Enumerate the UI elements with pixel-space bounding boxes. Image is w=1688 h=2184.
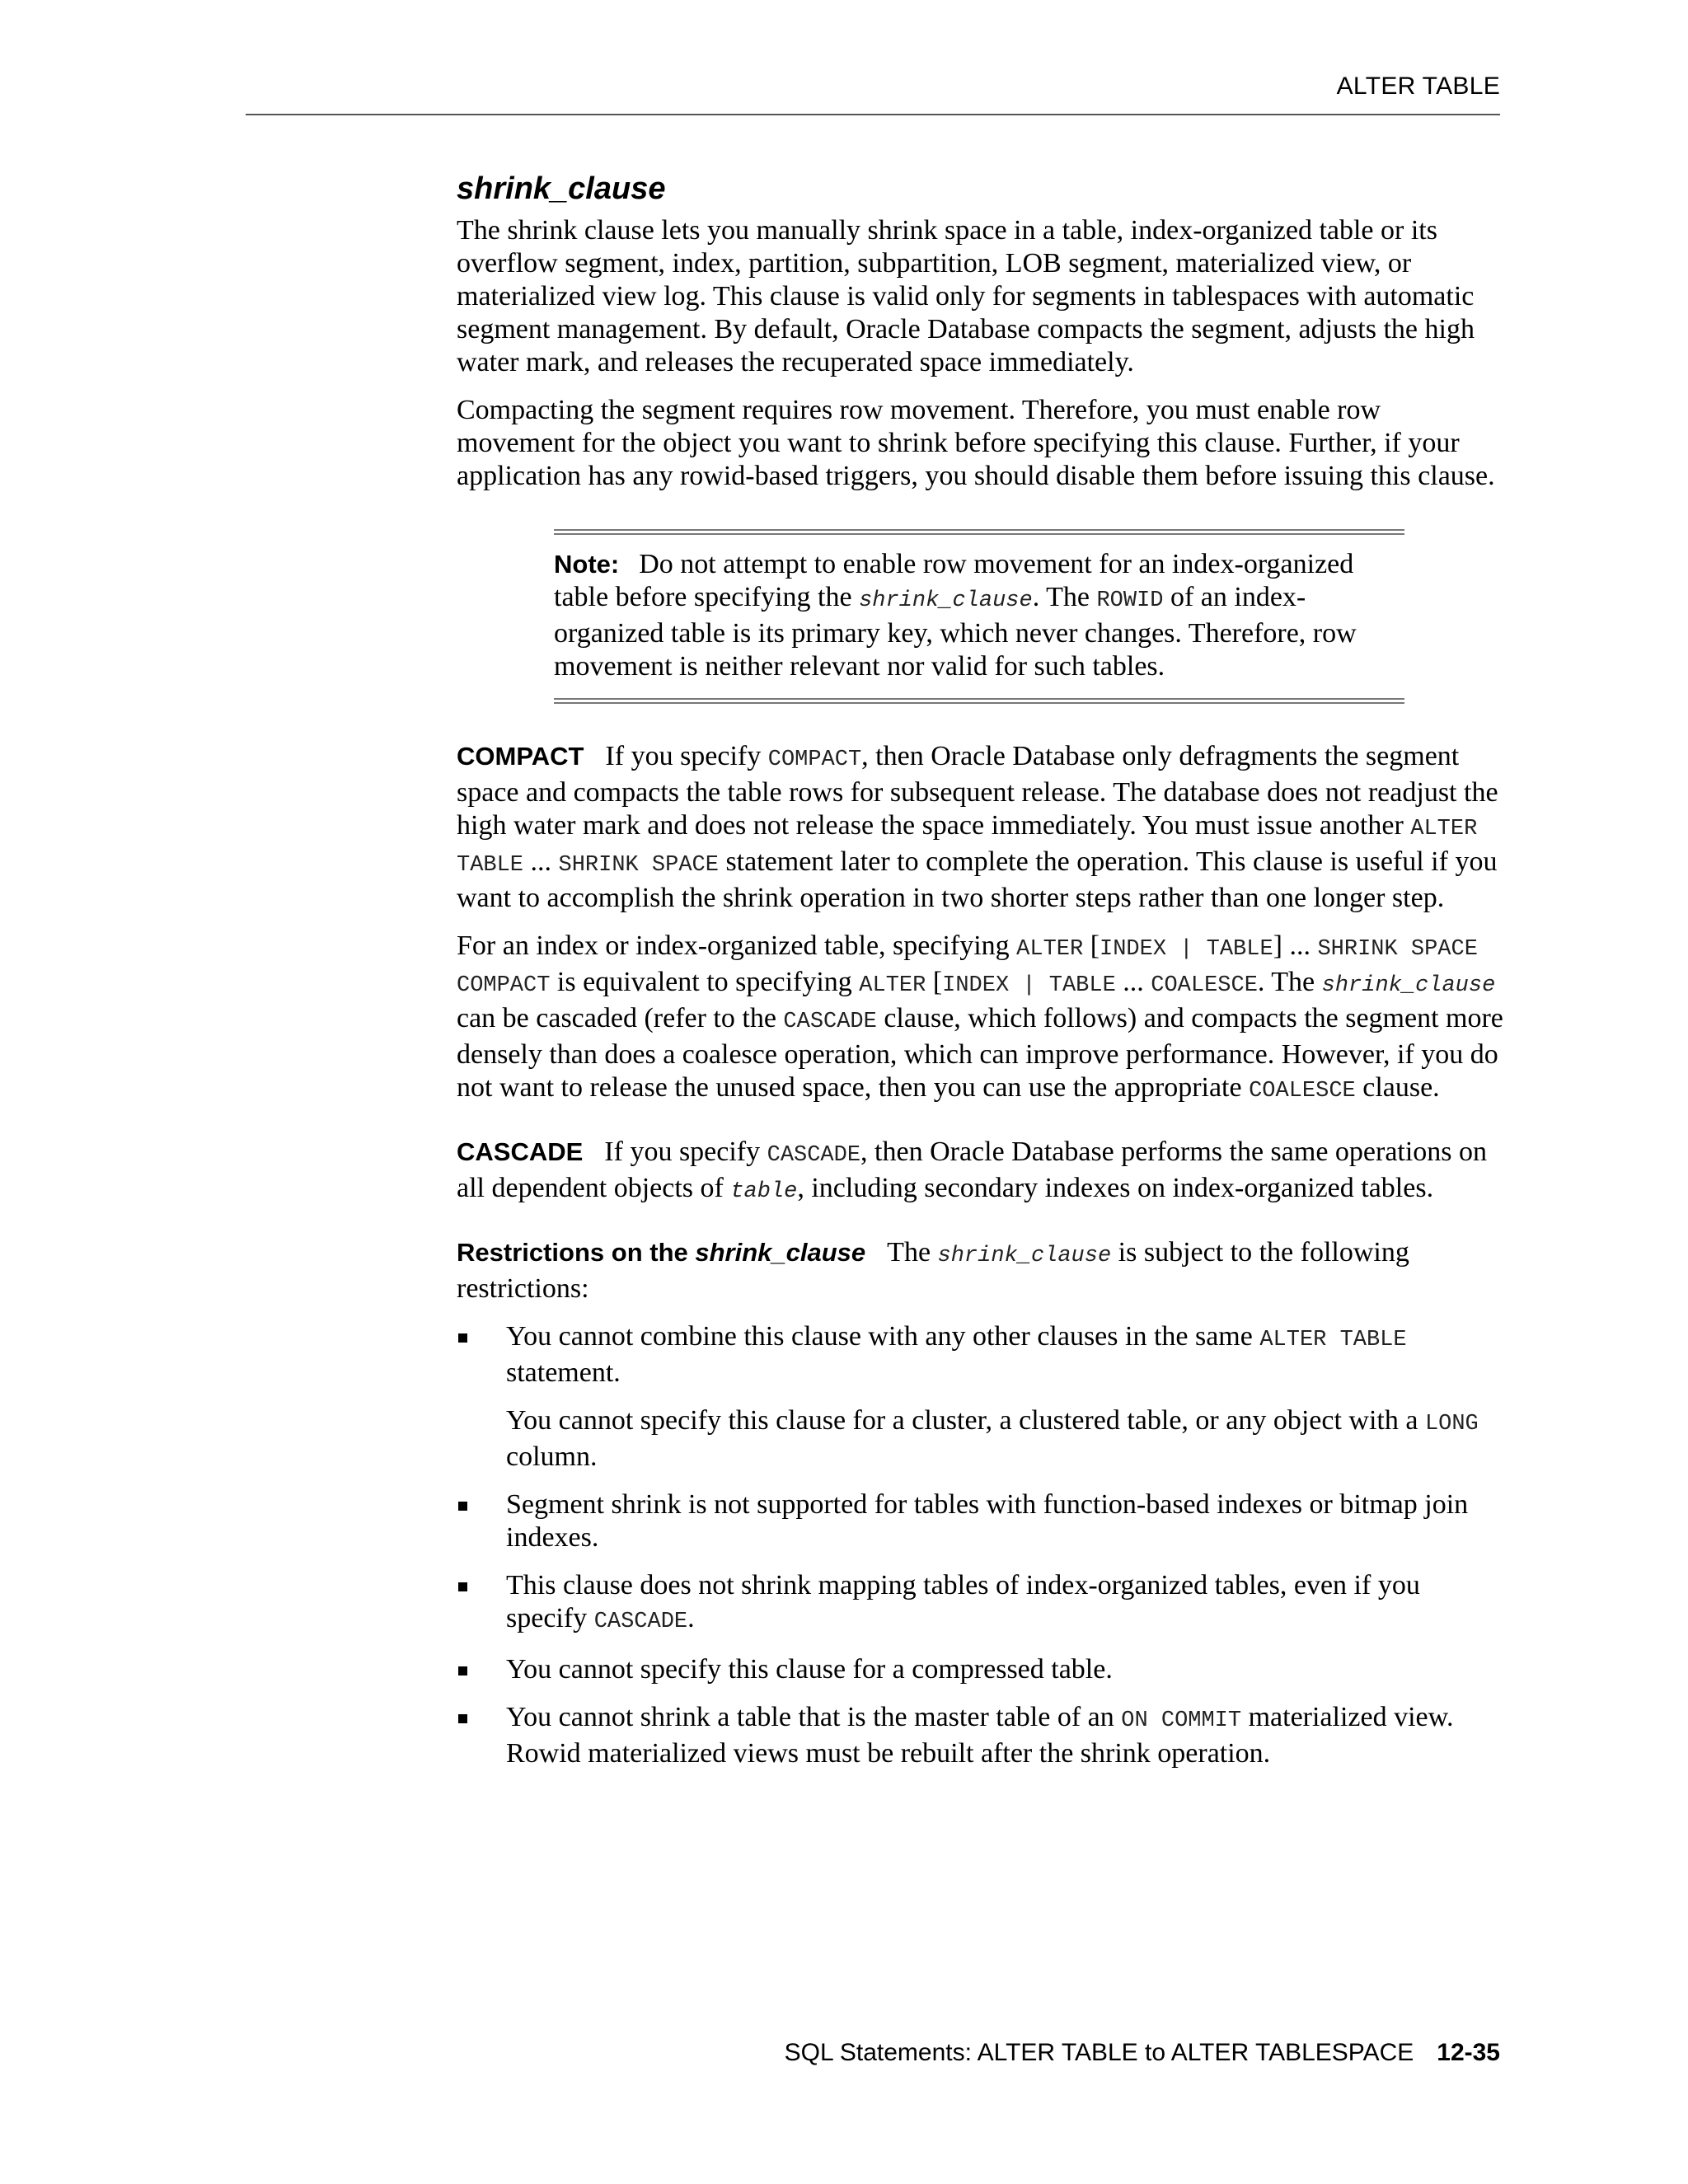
compact-text-1: If you specify (605, 741, 768, 771)
index-code-8: CASCADE (783, 1010, 877, 1034)
paragraph-restrictions (457, 1236, 1503, 1305)
bullet-marker (458, 1333, 467, 1343)
page-number: 12-35 (1437, 2039, 1500, 2066)
note-top-rule (554, 529, 1404, 535)
index-code-1: ALTER (1016, 937, 1084, 962)
note-box (554, 529, 1404, 704)
restrictions-heading (457, 1238, 865, 1267)
compact-text-4: statement later to complete the operation. This clause is useful if you want to accomplish the shrink operation in two shorter steps rather than one longer step. (457, 846, 1498, 913)
list-item-text (506, 1701, 1503, 1770)
restrictions-heading-italic: shrink_clause (695, 1238, 866, 1267)
restrictions-text-2: is subject to the following restrictions: (457, 1237, 1409, 1304)
compact-text-2: , then Oracle Database only defragments the segment space and compacts the table rows for subsequent release. The database does not readjust the high water mark and does not release the space immediately. You must issue another (457, 741, 1498, 841)
index-text-2: [ (1083, 930, 1100, 961)
bullet-1-code-1: ALTER TABLE (1259, 1328, 1407, 1352)
bullet-1-p2-code-1: LONG (1424, 1412, 1479, 1436)
list-item (457, 1488, 1503, 1554)
paragraph-cascade (457, 1136, 1503, 1208)
cascade-heading: CASCADE (457, 1137, 584, 1166)
index-code-5: INDEX | TABLE (942, 973, 1116, 998)
header-rule (246, 114, 1500, 115)
restrictions-heading-text: Restrictions on the (457, 1238, 696, 1267)
bullet-marker (458, 1666, 467, 1675)
note-bottom-rule (554, 698, 1404, 704)
list-item-text (506, 1320, 1503, 1390)
list-item-text (506, 1404, 1503, 1474)
cascade-code-1: CASCADE (767, 1143, 861, 1168)
bullet-marker (458, 1714, 467, 1723)
paragraph-row-movement: Compacting the segment requires row movement. Therefore, you must enable row movement for the object you want to shrink before specifying this clause. Further, if your application has any rowid-based triggers, you should disable them before issuing this clause. (457, 395, 1495, 491)
page-footer (785, 2039, 1500, 2067)
bullet-1-p2-text-1: You cannot specify this clause for a cluster, a clustered table, or any object with a (506, 1405, 1425, 1436)
restrictions-text-1: The (887, 1237, 938, 1268)
index-code-7: shrink_clause (1321, 973, 1496, 998)
index-text-3: ] ... (1273, 930, 1318, 961)
index-code-4: ALTER (859, 973, 926, 998)
index-code-2: INDEX | TABLE (1100, 937, 1273, 962)
index-code-6: COALESCE (1151, 973, 1258, 998)
index-text-7: . The (1257, 967, 1322, 997)
list-item (457, 1320, 1503, 1474)
restrictions-code-1: shrink_clause (937, 1244, 1112, 1268)
note-text-2: . The (1032, 582, 1097, 612)
bullet-1-text-1: You cannot combine this clause with any other clauses in the same (506, 1321, 1260, 1352)
list-item (457, 1653, 1503, 1686)
note-code-shrink-clause: shrink_clause (859, 588, 1033, 613)
compact-code-2: ALTER TABLE (457, 817, 1478, 878)
note-label: Note: (554, 550, 620, 579)
bullet-marker (458, 1502, 467, 1511)
index-text-10: clause. (1355, 1072, 1440, 1103)
cascade-code-2: table (730, 1179, 798, 1204)
paragraph-compact (457, 740, 1503, 915)
paragraph-intro: The shrink clause lets you manually shrink space in a table, index-organized table or its overflow segment, index, partition, subpartition, LOB segment, materialized view, or materialized view log. This clause is valid only for segments in tablespaces with automatic segment management. By default, Oracle Database compacts the segment, adjusts the high water mark, and releases the recuperated space immediately. (457, 215, 1475, 377)
list-item (457, 1701, 1503, 1770)
index-text-6: ... (1115, 967, 1151, 997)
main-content (457, 168, 1503, 1785)
bullet-1-text-2: statement. (506, 1357, 621, 1388)
note-body (554, 535, 1404, 698)
bullet-5-text-1: You cannot shrink a table that is the master table of an (506, 1702, 1122, 1732)
running-head: ALTER TABLE (1336, 73, 1500, 100)
index-text-4: is equivalent to specifying (550, 967, 860, 997)
index-text-1: For an index or index-organized table, specifying (457, 930, 1017, 961)
list-item-text: Segment shrink is not supported for tables with function-based indexes or bitmap join indexes. (506, 1489, 1469, 1553)
bullet-1-p2-text-2: column. (506, 1441, 598, 1472)
bullet-3-text-1: This clause does not shrink mapping tables of index-organized tables, even if you specify (506, 1570, 1420, 1633)
paragraph-index (457, 930, 1503, 1108)
cascade-text-3: , including secondary indexes on index-organized tables. (797, 1173, 1434, 1203)
index-text-8: can be cascaded (refer to the (457, 1003, 784, 1033)
compact-code-3: SHRINK SPACE (558, 853, 719, 878)
note-text-1: Do not attempt to enable row movement for an index-organized table before specifying the (554, 549, 1354, 612)
footer-title: SQL Statements: ALTER TABLE to ALTER TABLESPACE (784, 2039, 1414, 2066)
bullet-3-code-1: CASCADE (593, 1610, 688, 1634)
cascade-text-1: If you specify (604, 1137, 767, 1167)
index-text-9: clause, which follows) and compacts the segment more densely than does a coalesce operation, which can improve performance. However, if you do not want to release the unused space, then you can use the appropriate (457, 1003, 1503, 1103)
compact-text-3: ... (523, 846, 559, 877)
index-code-9: COALESCE (1249, 1079, 1356, 1104)
compact-heading: COMPACT (457, 742, 584, 771)
restrictions-list (457, 1320, 1503, 1770)
bullet-marker (458, 1582, 467, 1591)
compact-code-1: COMPACT (767, 748, 862, 772)
index-code-3: SHRINK SPACE COMPACT (457, 937, 1478, 998)
bullet-3-text-2: . (687, 1603, 695, 1633)
list-item-text: You cannot specify this clause for a compressed table. (506, 1654, 1113, 1685)
note-code-rowid: ROWID (1096, 588, 1164, 613)
note-text-3: of an index-organized table is its primary key, which never changes. Therefore, row movement is neither relevant nor valid for such tables. (554, 582, 1357, 682)
list-item (457, 1569, 1503, 1638)
index-text-5: [ (926, 967, 943, 997)
cascade-text-2: , then Oracle Database performs the same operations on all dependent objects of (457, 1137, 1488, 1203)
list-item-text (506, 1569, 1503, 1638)
bullet-5-code-1: ON COMMIT (1121, 1708, 1242, 1733)
bullet-5-text-2: materialized view. Rowid materialized views must be rebuilt after the shrink operation. (506, 1702, 1454, 1769)
section-title: shrink_clause (457, 171, 666, 206)
